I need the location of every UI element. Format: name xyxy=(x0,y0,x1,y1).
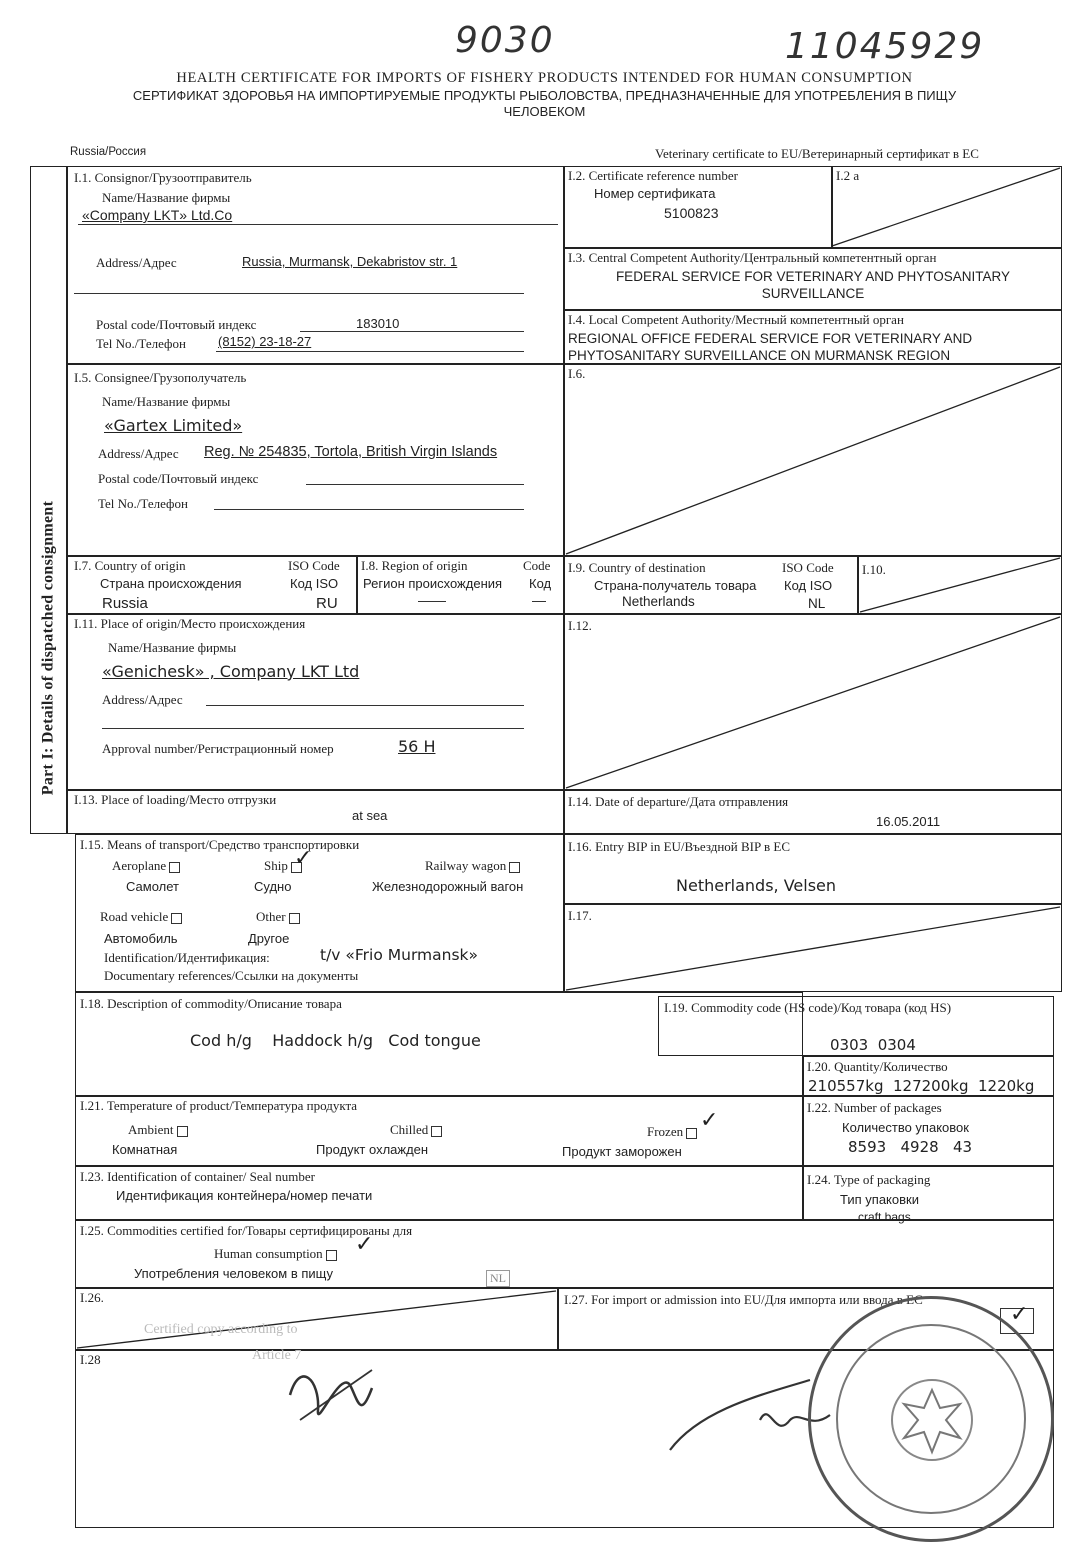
commodity-value: Cod h/g Haddock h/g Cod tongue xyxy=(190,1031,481,1050)
origin-country-value: Russia xyxy=(102,595,148,612)
cert-ref-2a-label: I.2 a xyxy=(836,168,860,183)
consignee-address: Reg. № 254835, Tortola, British Virgin Islands xyxy=(204,444,498,460)
transport-other-ru: Другое xyxy=(248,931,290,946)
transport-aeroplane-ru: Самолет xyxy=(126,879,179,894)
cert-ref-label: I.2. Certificate reference number xyxy=(568,168,738,183)
packages-label-ru: Количество упаковок xyxy=(842,1120,969,1135)
transport-id-label: Identification/Идентификация: xyxy=(104,950,270,965)
consignor-name-line xyxy=(78,224,558,225)
cert-ref-label-ru: Номер сертификата xyxy=(594,186,716,201)
loading-label: I.13. Place of loading/Место отгрузки xyxy=(74,792,277,807)
certified-for-option-ru: Употребления человеком в пищу xyxy=(134,1266,333,1281)
consignee-postal-label: Postal code/Почтовый индекс xyxy=(98,471,259,486)
transport-road[interactable]: Road vehicle xyxy=(100,909,182,924)
consignee-label: I.5. Consignee/Грузополучатель xyxy=(74,370,247,385)
origin-country-label-ru: Страна происхождения xyxy=(100,576,242,591)
consignor-postal-line xyxy=(300,331,524,332)
header-cert-type: Veterinary certificate to EU/Ветеринарный сертификат в ЕС xyxy=(655,146,979,161)
consignee-address-label: Address/Адрес xyxy=(98,446,179,461)
origin-region-code-label: Code xyxy=(523,558,551,573)
side-label: Part I: Details of dispatched consignment xyxy=(39,500,57,796)
consignor-tel-line xyxy=(216,351,524,352)
handwritten-number-right: 11045929 xyxy=(785,26,985,67)
handwritten-number-left: 9030 xyxy=(455,20,555,61)
transport-rail-ru: Железнодорожный вагон xyxy=(372,879,524,894)
header-country: Russia/Россия xyxy=(70,146,147,158)
faded-copy-text: Certified copy according to xyxy=(144,1322,298,1337)
consignor-label: I.1. Consignor/Грузоотправитель xyxy=(74,170,252,185)
packaging-value: craft bags xyxy=(858,1210,911,1224)
place-origin-address-label: Address/Адрес xyxy=(102,692,183,707)
entry-bip-value: Netherlands, Velsen xyxy=(676,876,837,895)
place-origin-name: «Genichesk» , Company LKT Ltd xyxy=(102,662,360,681)
transport-ship[interactable]: Ship xyxy=(264,858,302,873)
origin-iso-label-ru: Код ISO xyxy=(290,576,339,591)
origin-region-code-label-ru: Код xyxy=(529,576,552,591)
temperature-ambient[interactable]: Ambient xyxy=(128,1122,188,1137)
temperature-label: I.21. Temperature of product/Температура продукта xyxy=(80,1098,358,1113)
temperature-ambient-ru: Комнатная xyxy=(112,1142,178,1157)
place-origin-address-line xyxy=(206,705,524,706)
destination-value: Netherlands xyxy=(622,594,695,609)
human-consumption-checkbox[interactable] xyxy=(326,1250,337,1261)
departure-label: I.14. Date of departure/Дата отправления xyxy=(568,794,789,809)
ambient-checkbox[interactable] xyxy=(177,1126,188,1137)
transport-aeroplane[interactable]: Aeroplane xyxy=(112,858,180,873)
certified-for-option[interactable]: Human consumption xyxy=(214,1246,337,1261)
consignee-name-label: Name/Название фирмы xyxy=(102,394,231,409)
quantity-value: 210557kg 127200kg 1220kg xyxy=(808,1077,1035,1095)
temperature-frozen-ru: Продукт заморожен xyxy=(562,1144,682,1159)
box-1-10-label: I.10. xyxy=(862,562,886,577)
consignor-tel: (8152) 23-18-27 xyxy=(218,334,312,349)
consignor-postal-label: Postal code/Почтовый индекс xyxy=(96,317,257,332)
origin-region-value: —— xyxy=(418,592,446,608)
commodity-label: I.18. Description of commodity/Описание товара xyxy=(80,996,342,1011)
packaging-label-ru: Тип упаковки xyxy=(840,1192,919,1207)
origin-country-label: I.7. Country of origin xyxy=(74,558,186,573)
import-checkmark: ✓ xyxy=(1010,1302,1029,1327)
frozen-checkbox[interactable] xyxy=(686,1128,697,1139)
certified-for-label: I.25. Commodities certified for/Товары сертифицированы для xyxy=(80,1223,413,1238)
hs-code-label: I.19. Commodity code (HS code)/Код товара (код HS) xyxy=(664,1000,952,1015)
hs-code-value: 0303 0304 xyxy=(830,1036,916,1054)
transport-ship-ru: Судно xyxy=(254,879,292,894)
transport-road-ru: Автомобиль xyxy=(104,931,178,946)
title-ru-line2: ЧЕЛОВЕКОМ xyxy=(503,104,586,119)
transport-rail[interactable]: Railway wagon xyxy=(425,858,520,873)
consignee-tel-line xyxy=(214,509,524,510)
temperature-chilled[interactable]: Chilled xyxy=(390,1122,442,1137)
place-origin-approval-label: Approval number/Регистрационный номер xyxy=(102,741,334,756)
road-checkbox[interactable] xyxy=(171,913,182,924)
place-origin-label: I.11. Place of origin/Место происхождения xyxy=(74,616,306,631)
packages-value: 8593 4928 43 xyxy=(848,1138,973,1156)
consignor-address-label: Address/Адрес xyxy=(96,255,177,270)
place-origin-name-label: Name/Название фирмы xyxy=(108,640,237,655)
container-label: I.23. Identification of container/ Seal number xyxy=(80,1169,316,1184)
central-authority-value: FEDERAL SERVICE FOR VETERINARY AND PHYTOSANITARY SURVEILLANCE xyxy=(615,269,1011,301)
cert-ref-value: 5100823 xyxy=(664,205,719,221)
consignor-address: Russia, Murmansk, Dekabristov str. 1 xyxy=(242,254,458,269)
box-1-6-label: I.6. xyxy=(568,366,586,381)
other-checkbox[interactable] xyxy=(289,913,300,924)
ship-checkmark: ✓ xyxy=(294,846,313,871)
temperature-chilled-ru: Продукт охлажден xyxy=(316,1142,429,1157)
origin-iso-label: ISO Code xyxy=(288,558,340,573)
transport-label: I.15. Means of transport/Средство транспортировки xyxy=(80,837,360,852)
rail-checkbox[interactable] xyxy=(509,862,520,873)
local-authority-label: I.4. Local Competent Authority/Местный компетентный орган xyxy=(568,312,904,327)
destination-iso-label: ISO Code xyxy=(782,560,834,575)
place-origin-approval: 56 H xyxy=(398,737,436,756)
title-ru-line1: СЕРТИФИКАТ ЗДОРОВЬЯ НА ИМПОРТИРУЕМЫЕ ПРОДУКТЫ РЫБОЛОВСТВА, ПРЕДНАЗНАЧЕННЫЕ ДЛЯ УПОТРЕБЛЕНИЯ В ПИЩУ xyxy=(132,88,957,103)
destination-label: I.9. Country of destination xyxy=(568,560,706,575)
box-1-26-label: I.26. xyxy=(80,1290,104,1305)
title-en: HEALTH CERTIFICATE FOR IMPORTS OF FISHERY PRODUCTS INTENDED FOR HUMAN CONSUMPTION xyxy=(176,70,913,86)
destination-iso-label-ru: Код ISO xyxy=(784,578,833,593)
loading-value: at sea xyxy=(352,808,388,823)
origin-region-label: I.8. Region of origin xyxy=(361,558,468,573)
import-label: I.27. For import or admission into EU/Для импорта или ввода в ЕС xyxy=(564,1292,923,1307)
consignor-postal: 183010 xyxy=(356,316,400,331)
nl-stamp-mark: NL xyxy=(486,1270,510,1287)
consignor-tel-label: Tel No./Телефон xyxy=(96,336,186,351)
box-1-17-label: I.17. xyxy=(568,908,592,923)
transport-other[interactable]: Other xyxy=(256,909,300,924)
consignee-name: «Gartex Limited» xyxy=(104,416,243,435)
container-label-ru: Идентификация контейнера/номер печати xyxy=(116,1188,373,1203)
eagle-emblem-icon xyxy=(880,1368,984,1472)
quantity-label: I.20. Quantity/Количество xyxy=(807,1059,948,1074)
consignee-tel-label: Tel No./Телефон xyxy=(98,496,188,511)
aeroplane-checkbox[interactable] xyxy=(169,862,180,873)
human-consumption-checkmark: ✓ xyxy=(355,1232,374,1257)
chilled-checkbox[interactable] xyxy=(431,1126,442,1137)
transport-docs-label: Documentary references/Ссылки на документы xyxy=(104,968,359,983)
place-origin-address-line2 xyxy=(102,728,524,729)
consignee-postal-line xyxy=(306,484,524,485)
departure-value: 16.05.2011 xyxy=(876,814,941,829)
faded-article-text: Article 7 xyxy=(252,1348,302,1363)
origin-region-label-ru: Регион происхождения xyxy=(363,576,503,591)
origin-region-code: — xyxy=(532,592,546,608)
consignor-address-line2 xyxy=(74,293,524,294)
central-authority-label: I.3. Central Competent Authority/Центральный компетентный орган xyxy=(568,250,937,265)
transport-id-value: t/v «Frio Murmansk» xyxy=(320,946,479,964)
frozen-checkmark: ✓ xyxy=(700,1108,719,1133)
origin-iso-value: RU xyxy=(316,595,338,612)
packaging-label: I.24. Type of packaging xyxy=(807,1172,931,1187)
consignor-name: «Company LKT» Ltd.Co xyxy=(82,207,233,223)
destination-label-ru: Страна-получатель товара xyxy=(594,578,757,593)
temperature-frozen[interactable]: Frozen xyxy=(647,1124,697,1139)
local-authority-value: REGIONAL OFFICE FEDERAL SERVICE FOR VETERINARY AND PHYTOSANITARY SURVEILLANCE ON MURMANSK REGION xyxy=(568,331,973,363)
packages-label: I.22. Number of packages xyxy=(807,1100,942,1115)
entry-bip-label: I.16. Entry BIP in EU/Въездной BIP в ЕС xyxy=(568,839,791,854)
box-1-12-label: I.12. xyxy=(568,618,592,633)
box-1-28-label: I.28 xyxy=(80,1352,101,1367)
consignor-name-label: Name/Название фирмы xyxy=(102,190,231,205)
destination-iso: NL xyxy=(808,596,826,611)
